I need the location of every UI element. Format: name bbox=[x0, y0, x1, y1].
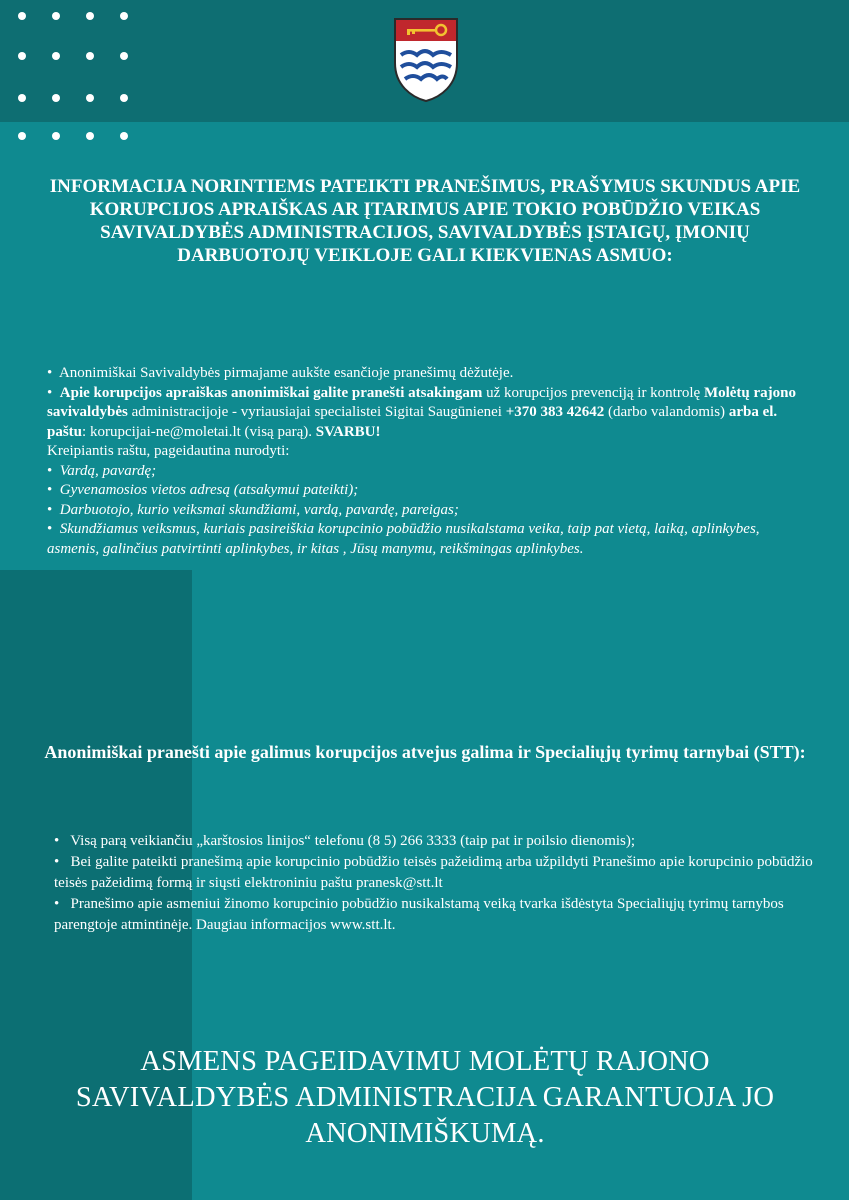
dot bbox=[18, 52, 26, 60]
dot bbox=[120, 12, 128, 20]
dot bbox=[86, 94, 94, 102]
dot bbox=[86, 132, 94, 140]
item-text: Pranešimo apie asmeniui žinomo korupcinio pobūdžio nusikalstamą veiką tvarka išdėstyta Specialiųjų tyrimų tarnybos parengtoje atmintinėje. Daugiau informacijos www.stt.lt. bbox=[54, 896, 784, 933]
item-text: administracijoje - vyriausiajai specialistei Sigitai Saugūnienei bbox=[127, 404, 506, 420]
email-text: : korupcijai-ne@moletai.lt (visą parą). bbox=[82, 423, 316, 440]
dot bbox=[86, 12, 94, 20]
item-text: Skundžiamus veiksmus, kuriais pasireiškia korupcinio pobūdžio nusikalstama veika, taip pat vietą, laiką, aplinkybes, asmenis, galinčius patvirtinti aplinkybes, ir kitas , Jūsų manymu, reikšmingas aplinkybes. bbox=[47, 521, 760, 557]
list-item: • Vardą, pavardę; bbox=[47, 462, 157, 479]
written-note: Kreipiantis raštu, pageidautina nurodyti: bbox=[47, 443, 290, 459]
local-reporting-section bbox=[47, 364, 807, 559]
item-bold-text: Apie korupcijos apraiškas anonimiškai galite pranešti atsakingam bbox=[59, 384, 483, 401]
important-label: SVARBU! bbox=[315, 423, 381, 440]
dot bbox=[18, 94, 26, 102]
list-item: • Skundžiamus veiksmus, kuriais pasireiškia korupcinio pobūdžio nusikalstama veika, taip pat vietą, laiką, aplinkybes, asmenis, galinčius patvirtinti aplinkybes, ir kitas , Jūsų manymu, reikšmingas aplinkybes. bbox=[47, 521, 760, 557]
list-item: • Apie korupcijos apraiškas anonimiškai galite pranešti atsakingam už korupcijos prevenciją ir kontrolę Molėtų rajono savivaldybės administracijoje - vyriausiajai specialistei Sigitai Saugūnienei +370 383 42642 (darbo valandomis) arba el. paštu: korupcijai-ne@moletai.lt (visą parą). SVARBU! bbox=[47, 384, 797, 440]
coat-of-arms-icon bbox=[393, 17, 459, 103]
item-text: Darbuotojo, kurio veiksmai skundžiami, vardą, pavardę, pareigas; bbox=[59, 501, 459, 518]
page-heading: INFORMACIJA NORINTIEMS PATEIKTI PRANEŠIMUS, PRAŠYMUS SKUNDUS APIE KORUPCIJOS APRAIŠKAS AR ĮTARIMUS APIE TOKIO POBŪDŽIO VEIKAS SAVIVALDYBĖS ADMINISTRACIJOS, SAVIVALDYBĖS ĮSTAIGŲ, ĮMONIŲ DARBUOTOJŲ VEIKLOJE GALI KIEKVIENAS ASMUO: bbox=[49, 176, 801, 266]
item-text: Anonimiškai Savivaldybės pirmajame aukšte esančioje pranešimų dėžutėje. bbox=[58, 365, 514, 381]
dot bbox=[52, 94, 60, 102]
item-bold-text: arba el. paštu bbox=[47, 404, 778, 440]
list-item: • Visą parą veikiančiu „karštosios linijos“ telefonu (8 5) 266 3333 (taip pat ir poilsio dienomis); bbox=[54, 833, 636, 849]
item-text: Gyvenamosios vietos adresą (atsakymui pateikti); bbox=[59, 482, 359, 498]
dot bbox=[120, 94, 128, 102]
item-text: už korupcijos prevenciją ir kontrolę bbox=[482, 384, 704, 401]
dot bbox=[52, 132, 60, 140]
item-text: (darbo valandomis) bbox=[604, 404, 729, 420]
dot bbox=[18, 12, 26, 20]
dot bbox=[52, 52, 60, 60]
stt-heading: Anonimiškai pranešti apie galimus korupcijos atvejus galima ir Specialiųjų tyrimų tarnybai (STT): bbox=[44, 742, 806, 762]
anonymity-guarantee: ASMENS PAGEIDAVIMU MOLĖTŲ RAJONO SAVIVALDYBĖS ADMINISTRACIJA GARANTUOJA JO ANONIMIŠKUMĄ. bbox=[75, 1046, 775, 1149]
list-item: • Darbuotojo, kurio veiksmai skundžiami, vardą, pavardę, pareigas; bbox=[47, 501, 459, 518]
phone-number: +370 383 42642 bbox=[505, 404, 605, 420]
dot bbox=[120, 132, 128, 140]
dot bbox=[52, 12, 60, 20]
item-text: Vardą, pavardę; bbox=[59, 462, 157, 479]
dot bbox=[120, 52, 128, 60]
item-text: Visą parą veikiančiu „karštosios linijos“ telefonu (8 5) 266 3333 (taip pat ir poilsio dienomis); bbox=[70, 833, 636, 849]
list-item: • Anonimiškai Savivaldybės pirmajame aukšte esančioje pranešimų dėžutėje. bbox=[47, 365, 514, 381]
list-item: • Gyvenamosios vietos adresą (atsakymui pateikti); bbox=[47, 482, 359, 498]
item-bold-text: Molėtų rajono savivaldybės bbox=[47, 384, 797, 420]
stt-section bbox=[54, 831, 814, 936]
item-text: Bei galite pateikti pranešimą apie korupcinio pobūdžio teisės pažeidimą arba užpildyti Pranešimo apie korupcinio pobūdžio teisės pažeidimą formą ir siųsti elektroniniu paštu pranesk@stt.lt bbox=[54, 854, 813, 891]
list-item: • Pranešimo apie asmeniui žinomo korupcinio pobūdžio nusikalstamą veiką tvarka išdėstyta Specialiųjų tyrimų tarnybos parengtoje atmintinėje. Daugiau informacijos www.stt.lt. bbox=[54, 896, 784, 933]
list-item: • Bei galite pateikti pranešimą apie korupcinio pobūdžio teisės pažeidimą arba užpildyti Pranešimo apie korupcinio pobūdžio teisės pažeidimą formą ir siųsti elektroniniu paštu pranesk@stt.lt bbox=[54, 854, 813, 891]
dot bbox=[18, 132, 26, 140]
dot bbox=[86, 52, 94, 60]
